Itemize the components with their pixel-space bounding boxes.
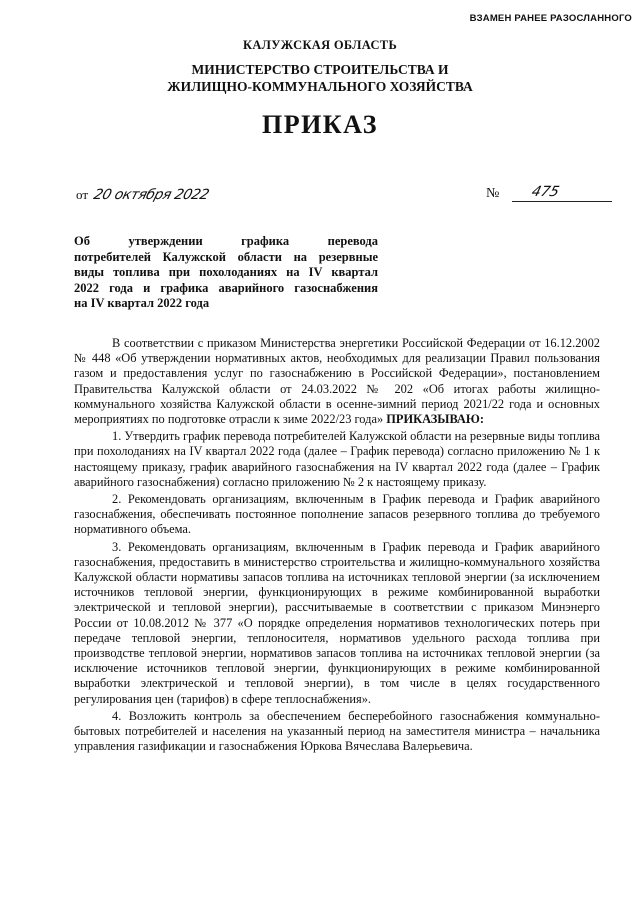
item-1-paragraph: 1. Утвердить график перевода потребителей Калужской области на резервные виды топлива при похолоданиях на IV квартал 2022 года (далее – График перевода) согласно приложению № 1 к настоящему приказу, график аварийного газоснабжения на IV квартал 2022 года (далее – График аварийного газоснабжения) согласно приложению № 2 к настоящему приказу. — [74, 429, 601, 489]
subject-line: Об утверждении графика перевода — [74, 234, 378, 248]
number-underline — [512, 184, 612, 202]
ministry-heading — [0, 62, 640, 95]
subject-line: на IV квартал 2022 года — [74, 296, 210, 310]
item-2-paragraph: 2. Рекомендовать организациям, включенным в График перевода и График аварийного газоснабжения, обеспечивать постоянное пополнение запасов резервного топлива до требуемого нормативного объема. — [74, 492, 600, 537]
order-date — [76, 187, 209, 203]
subject-line: потребителей Калужской области на резервные — [74, 249, 378, 264]
subject-line: виды топлива при похолоданиях на IV квартал — [74, 265, 378, 279]
intro-text: В соответствии с приказом Министерства энергетики Российской Федерации от 16.12.2002 № 448 «Об утверждении нормативных актов, необходимых для реализации Правил пользования газом и предоставления услуг по газоснабжению в Российской Федерации», постановлением Правительства Калужской области от 24.03.2022 № 202 «Об итогах работы жилищно-коммунального хозяйства Калужской области в осенне-зимний период 2021/22 года и основных мероприятиях по подготовке отрасли к зиме 2022/23 года» — [74, 336, 600, 427]
item-4-paragraph: 4. Возложить контроль за обеспечением бесперебойного газоснабжения коммунально-бытовых потребителей и населения на указанный период на заместителя министра – начальника управления газификации и газоснабжения Юркова Вячеслава Валерьевича. — [74, 708, 600, 754]
ministry-line-2: ЖИЛИЩНО-КОММУНАЛЬНОГО ХОЗЯЙСТВА — [167, 78, 473, 94]
replacement-stamp: ВЗАМЕН РАНЕЕ РАЗОСЛАННОГО — [469, 13, 632, 24]
decree-word: ПРИКАЗЫВАЮ: — [386, 412, 484, 427]
intro-paragraph — [74, 336, 600, 427]
handwritten-date: 20 октября 2022 — [92, 187, 211, 203]
item-3-paragraph: 3. Рекомендовать организациям, включенным в График перевода и График аварийного газоснабжения, предоставить в министерство строительства и жилищно-коммунального хозяйства Калужской области нормативы запасов топлива на источниках тепловой энергии (за исключением источников тепловой энергии, функционирующих в режиме комбинированной выработки электрической и тепловой энергии), рассчитываемые в соответствии с приказом Минэнерго России от 10.08.2012 № 377 «О порядке определения нормативов технологических потерь при передаче тепловой энергии, теплоносителя, нормативов удельного расхода топлива при производстве тепловой энергии, нормативов запасов топлива на источниках тепловой энергии (за исключение источников тепловой энергии, функционирующих в режиме комбинированной выработки электрической и тепловой энергии), в том числе в целях государственного регулирования цен (тарифов) в сфере теплоснабжения». — [74, 539, 600, 706]
handwritten-number: 475 — [529, 184, 561, 200]
subject-line: 2022 года и графика аварийного газоснабжения — [74, 280, 378, 295]
document-type-title: ПРИКАЗ — [261, 110, 379, 139]
date-prefix: от — [76, 187, 89, 202]
order-subject — [74, 234, 378, 312]
order-body — [74, 336, 600, 756]
number-prefix: № — [486, 186, 500, 201]
ministry-line-1: МИНИСТЕРСТВО СТРОИТЕЛЬСТВА И — [191, 62, 449, 77]
region-heading: КАЛУЖСКАЯ ОБЛАСТЬ — [242, 38, 398, 52]
order-number — [486, 186, 612, 202]
